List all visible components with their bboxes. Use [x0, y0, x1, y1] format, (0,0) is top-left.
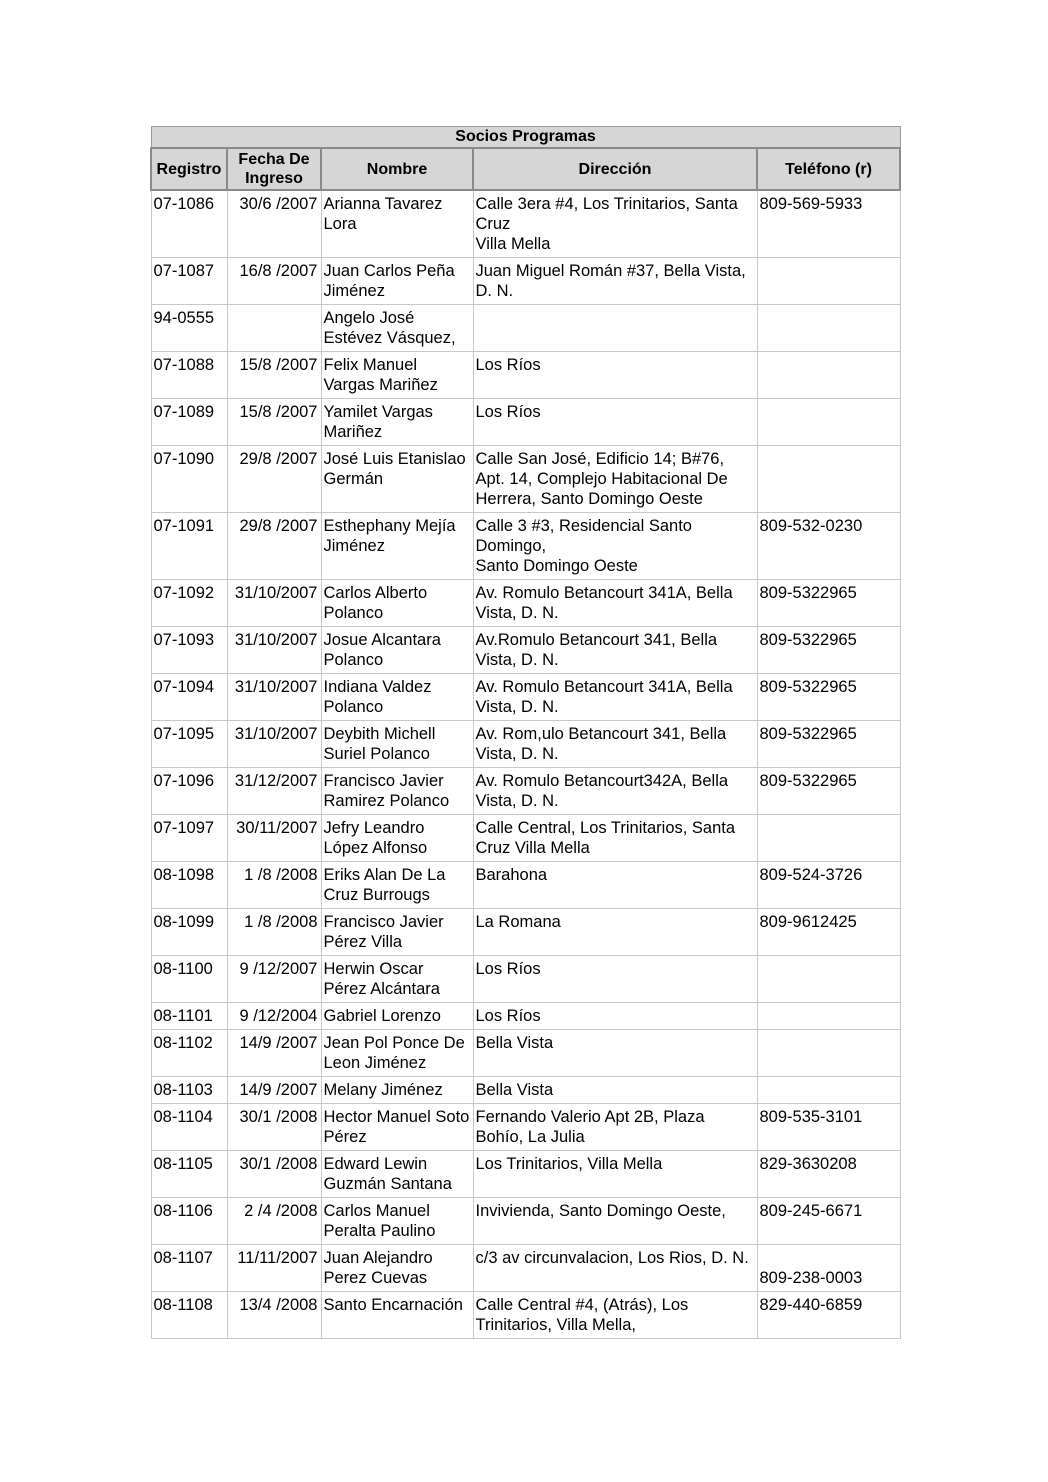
table-row — [151, 815, 900, 862]
cell-registro: 07-1095 — [151, 721, 227, 768]
table-title-row — [151, 127, 900, 149]
cell-direccion: Los Ríos — [473, 352, 757, 399]
cell-registro: 08-1104 — [151, 1104, 227, 1151]
cell-nombre: Josue Alcantara Polanco — [321, 627, 473, 674]
cell-telefono — [757, 1030, 900, 1077]
table-row — [151, 1030, 900, 1077]
column-header-nombre: Nombre — [321, 148, 473, 190]
cell-telefono: 809-9612425 — [757, 909, 900, 956]
table-row — [151, 446, 900, 513]
cell-fecha: 30/6 /2007 — [227, 190, 321, 258]
table-row — [151, 674, 900, 721]
cell-nombre: Gabriel Lorenzo — [321, 1003, 473, 1030]
table-row — [151, 956, 900, 1003]
cell-direccion: Calle Central, Los Trinitarios, Santa Cruz Villa Mella — [473, 815, 757, 862]
cell-telefono: 829-440-6859 — [757, 1292, 900, 1339]
cell-registro: 08-1107 — [151, 1245, 227, 1292]
cell-fecha: 29/8 /2007 — [227, 513, 321, 580]
cell-registro: 07-1091 — [151, 513, 227, 580]
cell-registro: 07-1086 — [151, 190, 227, 258]
table-row — [151, 1003, 900, 1030]
cell-nombre: Santo Encarnación — [321, 1292, 473, 1339]
cell-telefono: 809-5322965 — [757, 627, 900, 674]
cell-registro: 08-1105 — [151, 1151, 227, 1198]
cell-direccion: Calle Central #4, (Atrás), Los Trinitarios, Villa Mella, — [473, 1292, 757, 1339]
cell-direccion: Los Ríos — [473, 1003, 757, 1030]
cell-fecha: 15/8 /2007 — [227, 352, 321, 399]
cell-direccion: Av. Romulo Betancourt342A, Bella Vista, D. N. — [473, 768, 757, 815]
cell-telefono: 829-3630208 — [757, 1151, 900, 1198]
table-row — [151, 399, 900, 446]
cell-direccion: c/3 av circunvalacion, Los Rios, D. N. — [473, 1245, 757, 1292]
cell-nombre: José Luis Etanislao Germán — [321, 446, 473, 513]
table-row — [151, 513, 900, 580]
cell-registro: 08-1108 — [151, 1292, 227, 1339]
cell-direccion: Av. Romulo Betancourt 341A, Bella Vista, D. N. — [473, 580, 757, 627]
cell-direccion: Calle 3era #4, Los Trinitarios, Santa Cruz Villa Mella — [473, 190, 757, 258]
cell-nombre: Eriks Alan De La Cruz Burrougs — [321, 862, 473, 909]
cell-fecha — [227, 305, 321, 352]
cell-nombre: Angelo José Estévez Vásquez, — [321, 305, 473, 352]
cell-nombre: Deybith Michell Suriel Polanco — [321, 721, 473, 768]
cell-registro: 07-1090 — [151, 446, 227, 513]
cell-nombre: Jean Pol Ponce De Leon Jiménez — [321, 1030, 473, 1077]
table-row — [151, 305, 900, 352]
cell-registro: 07-1092 — [151, 580, 227, 627]
cell-direccion: Calle 3 #3, Residencial Santo Domingo, Santo Domingo Oeste — [473, 513, 757, 580]
cell-fecha: 30/11/2007 — [227, 815, 321, 862]
cell-direccion: Bella Vista — [473, 1077, 757, 1104]
cell-direccion: Av. Rom,ulo Betancourt 341, Bella Vista, D. N. — [473, 721, 757, 768]
cell-fecha: 11/11/2007 — [227, 1245, 321, 1292]
cell-telefono: 809-524-3726 — [757, 862, 900, 909]
cell-telefono — [757, 305, 900, 352]
cell-fecha: 15/8 /2007 — [227, 399, 321, 446]
column-header-direccion: Dirección — [473, 148, 757, 190]
table-body — [151, 190, 900, 1339]
cell-nombre: Carlos Alberto Polanco — [321, 580, 473, 627]
cell-fecha: 30/1 /2008 — [227, 1104, 321, 1151]
cell-telefono: 809-569-5933 — [757, 190, 900, 258]
cell-nombre: Carlos Manuel Peralta Paulino — [321, 1198, 473, 1245]
cell-fecha: 30/1 /2008 — [227, 1151, 321, 1198]
table-row — [151, 352, 900, 399]
cell-direccion: Bella Vista — [473, 1030, 757, 1077]
cell-registro: 08-1099 — [151, 909, 227, 956]
cell-fecha: 31/10/2007 — [227, 627, 321, 674]
cell-telefono: 809-5322965 — [757, 721, 900, 768]
cell-nombre: Esthephany Mejía Jiménez — [321, 513, 473, 580]
cell-nombre: Hector Manuel Soto Pérez — [321, 1104, 473, 1151]
cell-fecha: 31/10/2007 — [227, 580, 321, 627]
table-row — [151, 1245, 900, 1292]
table-row — [151, 1198, 900, 1245]
table-row — [151, 1077, 900, 1104]
cell-direccion: Av.Romulo Betancourt 341, Bella Vista, D. N. — [473, 627, 757, 674]
socios-table — [150, 126, 901, 1339]
cell-telefono: 809-5322965 — [757, 674, 900, 721]
cell-nombre: Felix Manuel Vargas Mariñez — [321, 352, 473, 399]
cell-direccion: Fernando Valerio Apt 2B, Plaza Bohío, La Julia — [473, 1104, 757, 1151]
cell-fecha: 31/10/2007 — [227, 721, 321, 768]
column-header-fecha: Fecha De Ingreso — [227, 148, 321, 190]
column-header-row — [151, 148, 900, 190]
table-header — [151, 127, 900, 191]
cell-telefono: 809-238-0003 — [757, 1245, 900, 1292]
cell-nombre: Arianna Tavarez Lora — [321, 190, 473, 258]
cell-registro: 08-1101 — [151, 1003, 227, 1030]
cell-direccion: Calle San José, Edificio 14; B#76, Apt. 14, Complejo Habitacional De Herrera, Santo Domingo Oeste — [473, 446, 757, 513]
cell-telefono — [757, 399, 900, 446]
cell-fecha: 9 /12/2007 — [227, 956, 321, 1003]
cell-fecha: 13/4 /2008 — [227, 1292, 321, 1339]
cell-telefono: 809-5322965 — [757, 580, 900, 627]
cell-registro: 08-1098 — [151, 862, 227, 909]
table-title: Socios Programas — [151, 127, 900, 149]
table-row — [151, 909, 900, 956]
cell-direccion: Juan Miguel Román #37, Bella Vista, D. N. — [473, 258, 757, 305]
cell-nombre: Francisco Javier Pérez Villa — [321, 909, 473, 956]
table-row — [151, 190, 900, 258]
table-row — [151, 768, 900, 815]
table-row — [151, 862, 900, 909]
cell-telefono — [757, 1077, 900, 1104]
cell-fecha: 29/8 /2007 — [227, 446, 321, 513]
cell-fecha: 1 /8 /2008 — [227, 909, 321, 956]
cell-registro: 08-1103 — [151, 1077, 227, 1104]
cell-fecha: 9 /12/2004 — [227, 1003, 321, 1030]
cell-direccion: La Romana — [473, 909, 757, 956]
cell-nombre: Edward Lewin Guzmán Santana — [321, 1151, 473, 1198]
cell-registro: 07-1093 — [151, 627, 227, 674]
cell-nombre: Yamilet Vargas Mariñez — [321, 399, 473, 446]
table-row — [151, 721, 900, 768]
cell-registro: 07-1089 — [151, 399, 227, 446]
cell-telefono — [757, 352, 900, 399]
table-row — [151, 580, 900, 627]
cell-registro: 08-1102 — [151, 1030, 227, 1077]
column-header-registro: Registro — [151, 148, 227, 190]
cell-nombre: Juan Carlos Peña Jiménez — [321, 258, 473, 305]
cell-fecha: 14/9 /2007 — [227, 1077, 321, 1104]
cell-direccion: Los Ríos — [473, 399, 757, 446]
cell-direccion: Av. Romulo Betancourt 341A, Bella Vista, D. N. — [473, 674, 757, 721]
cell-telefono: 809-245-6671 — [757, 1198, 900, 1245]
cell-direccion — [473, 305, 757, 352]
cell-fecha: 1 /8 /2008 — [227, 862, 321, 909]
cell-telefono — [757, 258, 900, 305]
cell-telefono: 809-532-0230 — [757, 513, 900, 580]
cell-nombre: Herwin Oscar Pérez Alcántara — [321, 956, 473, 1003]
cell-nombre: Indiana Valdez Polanco — [321, 674, 473, 721]
cell-direccion: Los Ríos — [473, 956, 757, 1003]
table-row — [151, 627, 900, 674]
column-header-telefono: Teléfono (r) — [757, 148, 900, 190]
table-row — [151, 1292, 900, 1339]
cell-fecha: 2 /4 /2008 — [227, 1198, 321, 1245]
cell-telefono: 809-5322965 — [757, 768, 900, 815]
cell-registro: 08-1100 — [151, 956, 227, 1003]
table-row — [151, 1151, 900, 1198]
table-row — [151, 258, 900, 305]
cell-registro: 07-1087 — [151, 258, 227, 305]
cell-registro: 94-0555 — [151, 305, 227, 352]
cell-fecha: 31/10/2007 — [227, 674, 321, 721]
cell-telefono: 809-535-3101 — [757, 1104, 900, 1151]
cell-registro: 07-1096 — [151, 768, 227, 815]
cell-registro: 08-1106 — [151, 1198, 227, 1245]
cell-nombre: Juan Alejandro Perez Cuevas — [321, 1245, 473, 1292]
cell-nombre: Francisco Javier Ramirez Polanco — [321, 768, 473, 815]
cell-registro: 07-1097 — [151, 815, 227, 862]
cell-direccion: Los Trinitarios, Villa Mella — [473, 1151, 757, 1198]
cell-direccion: Barahona — [473, 862, 757, 909]
cell-fecha: 14/9 /2007 — [227, 1030, 321, 1077]
cell-nombre: Jefry Leandro López Alfonso — [321, 815, 473, 862]
cell-telefono — [757, 446, 900, 513]
cell-nombre: Melany Jiménez — [321, 1077, 473, 1104]
cell-telefono — [757, 1003, 900, 1030]
table-row — [151, 1104, 900, 1151]
cell-telefono — [757, 956, 900, 1003]
cell-direccion: Invivienda, Santo Domingo Oeste, — [473, 1198, 757, 1245]
cell-telefono — [757, 815, 900, 862]
cell-registro: 07-1094 — [151, 674, 227, 721]
cell-registro: 07-1088 — [151, 352, 227, 399]
cell-fecha: 16/8 /2007 — [227, 258, 321, 305]
cell-fecha: 31/12/2007 — [227, 768, 321, 815]
